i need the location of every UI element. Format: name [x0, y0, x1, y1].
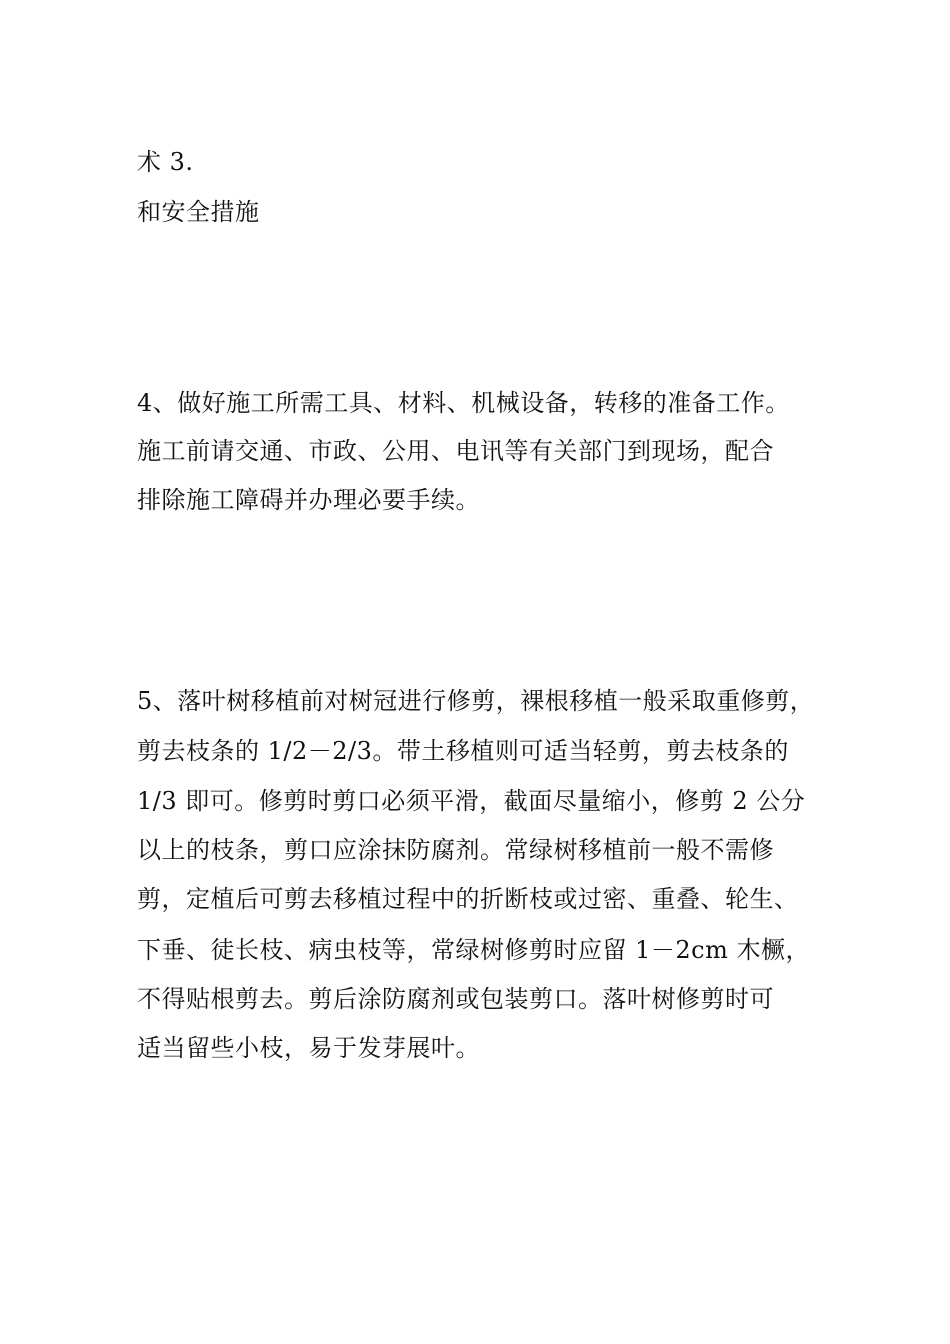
paragraph-4-line-3: 排除施工障碍并办理必要手续。: [137, 486, 480, 514]
paragraph-5-line-3: 1/3 即可。修剪时剪口必须平滑，截面尽量缩小，修剪 2 公分: [137, 787, 806, 815]
paragraph-4-line-1: 4、做好施工所需工具、材料、机械设备，转移的准备工作。: [137, 389, 790, 417]
paragraph-5-line-7: 不得贴根剪去。剪后涂防腐剂或包装剪口。落叶树修剪时可: [137, 985, 774, 1013]
paragraph-5-line-5: 剪，定植后可剪去移植过程中的折断枝或过密、重叠、轮生、: [137, 885, 799, 913]
paragraph-5-line-4: 以上的枝条，剪口应涂抹防腐剂。常绿树移植前一般不需修: [137, 836, 774, 864]
paragraph-5-line-6: 下垂、徒长枝、病虫枝等，常绿树修剪时应留 1－2cm 木橛，: [137, 936, 810, 964]
header-line-1: 术 3.: [137, 148, 194, 176]
paragraph-5-line-8: 适当留些小枝，易于发芽展叶。: [137, 1034, 480, 1062]
paragraph-5-line-1: 5、落叶树移植前对树冠进行修剪，裸根移植一般采取重修剪，: [137, 687, 815, 715]
header-line-2: 和安全措施: [137, 198, 260, 226]
paragraph-5-line-2: 剪去枝条的 1/2－2/3。带土移植则可适当轻剪，剪去枝条的: [137, 737, 789, 765]
paragraph-4-line-2: 施工前请交通、市政、公用、电讯等有关部门到现场，配合: [137, 437, 774, 465]
